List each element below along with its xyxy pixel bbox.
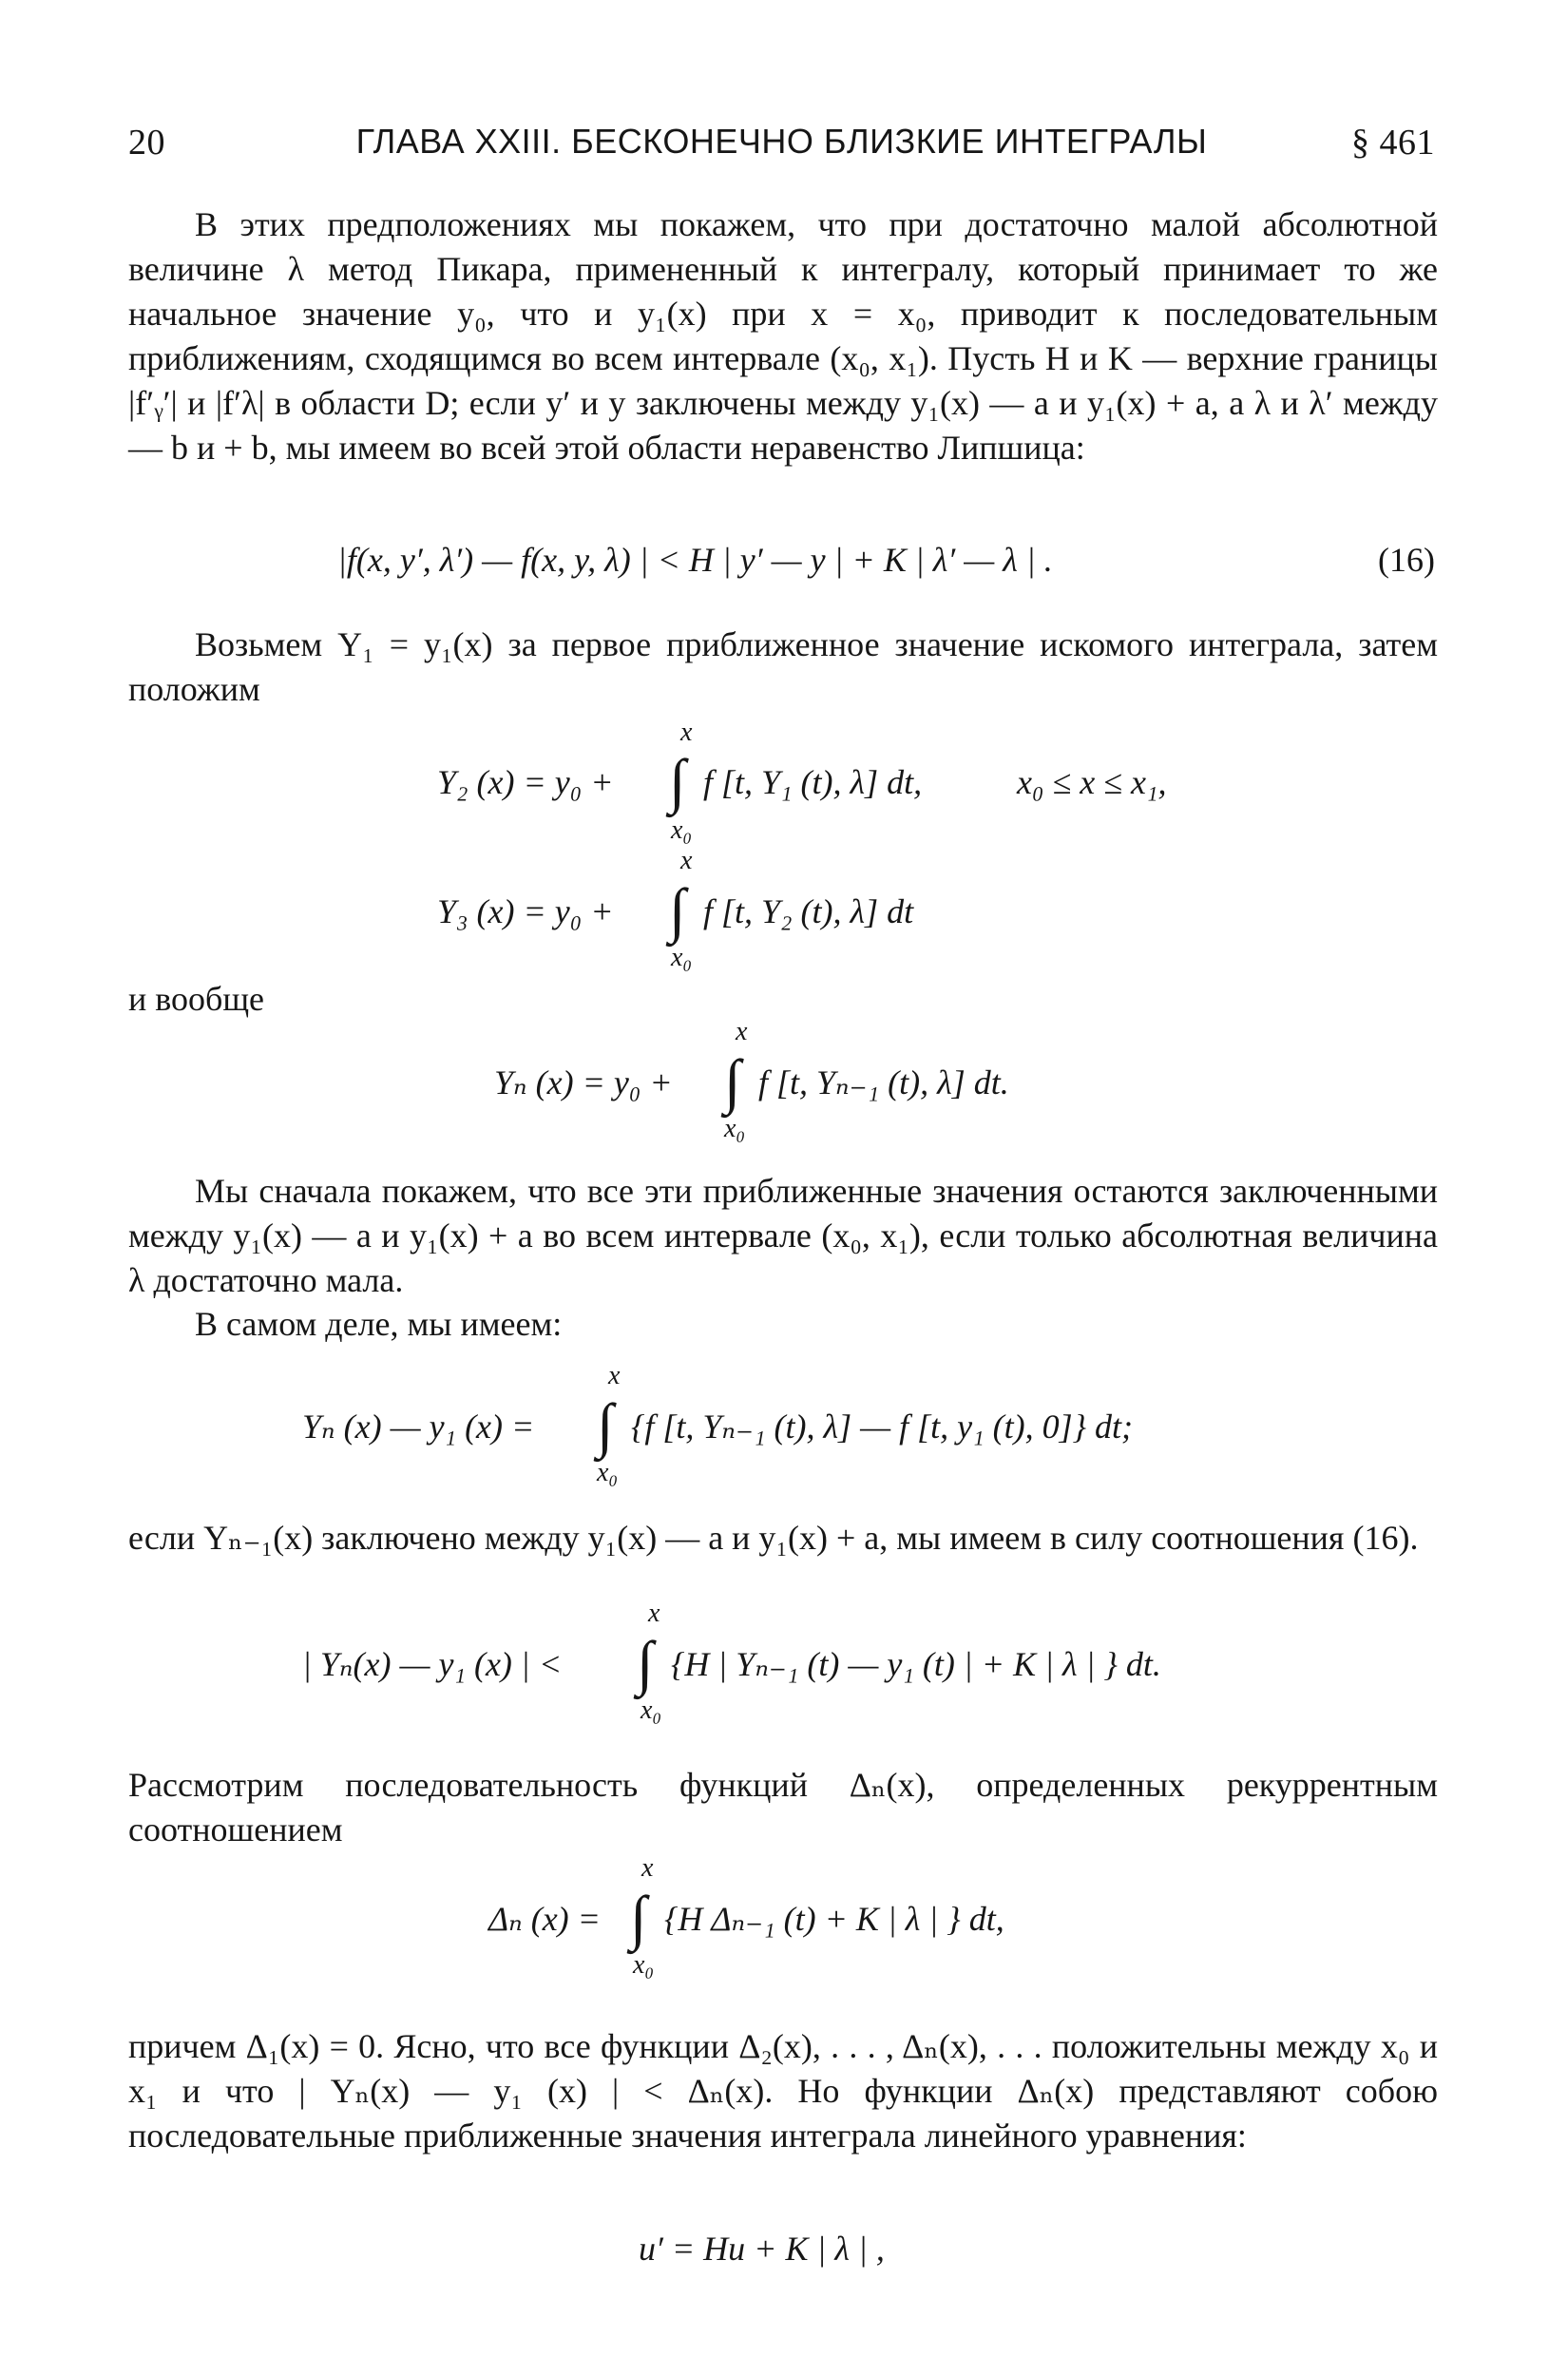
ineq-upper-limit: x — [648, 1599, 660, 1628]
delta-equation-left: Δₙ (x) = — [488, 1900, 601, 1938]
y2-integral-sign: ∫ — [669, 747, 686, 814]
page-number: 20 — [128, 123, 165, 163]
diff-integral-sign: ∫ — [597, 1391, 614, 1459]
ineq-lower-limit: x₀ — [641, 1695, 662, 1725]
yn-integral-sign: ∫ — [724, 1047, 741, 1115]
diff-equation-right: {f [t, Yₙ₋₁ (t), λ] — f [t, y₁ (t), 0]} dt; — [631, 1408, 1134, 1446]
y3-lower-limit: x₀ — [671, 943, 693, 972]
y3-equation-right: f [t, Y₂ (t), λ] dt — [703, 892, 914, 930]
y3-equation-left: Y₃ (x) = y₀ + — [437, 892, 614, 930]
delta-integral-sign: ∫ — [630, 1884, 647, 1951]
diff-equation-left: Yₙ (x) — y₁ (x) = — [302, 1408, 535, 1446]
paragraph-6: если Yₙ₋₁(x) заключено между y₁(x) — a и y₁(x) + a, мы имеем в силу соотношения (16). — [128, 1519, 1419, 1557]
equation-number-16: (16) — [1378, 541, 1435, 579]
linear-equation: u′ = Hu + K | λ | , — [639, 2230, 885, 2268]
yn-equation-left: Yₙ (x) = y₀ + — [494, 1063, 673, 1101]
section-number: § 461 — [1351, 123, 1435, 163]
paragraph-2: Возьмем Y₁ = y₁(x) за первое приближенное значение искомого интеграла, затем положим — [128, 625, 1438, 708]
y2-equation-left: Y₂ (x) = y₀ + — [437, 763, 614, 801]
y3-upper-limit: x — [680, 846, 693, 875]
y2-upper-limit: x — [680, 718, 693, 747]
y2-condition: x₀ ≤ x ≤ x₁, — [1017, 763, 1167, 801]
equation-16: |f(x, y′, λ′) — f(x, y, λ) | < H | y′ — y | + K | λ′ — λ | . — [337, 541, 1053, 579]
yn-lower-limit: x₀ — [724, 1114, 746, 1143]
y2-equation-right: f [t, Y₁ (t), λ] dt, — [703, 763, 923, 801]
ineq-equation-left: | Yₙ(x) — y₁ (x) | < — [302, 1645, 563, 1683]
paragraph-8: причем Δ₁(x) = 0. Ясно, что все функции Δ₂(x), . . . , Δₙ(x), . . . положительны между x₀ и x₁ и что | Yₙ(x) — y₁ (x) | < Δₙ(x). Но функции Δₙ(x) представляют собою последовательные приближенные значения интеграла линейного уравнения: — [128, 2027, 1438, 2155]
paragraph-7: Рассмотрим последовательность функций Δₙ(x), определенных рекуррентным соотношением — [128, 1766, 1438, 1848]
y3-integral-sign: ∫ — [669, 876, 686, 944]
page-header — [128, 122, 1435, 169]
paragraph-1: В этих предположениях мы покажем, что при достаточно малой абсолютной величине λ метод Пикара, примененный к интегралу, который принимает то же начальное значение y₀, что и y₁(x) при x = x₀, приводит к последовательным приближениям, сходящимся во всем интервале (x₀, x₁). Пусть H и K — верхние границы |f′ᵧ′| и |f′λ| в области D; если y′ и y заключены между y₁(x) — a и y₁(x) + a, а λ и λ′ между — b и + b, мы имеем во всей этой области неравенство Липшица: — [128, 205, 1438, 467]
diff-lower-limit: x₀ — [597, 1458, 619, 1487]
delta-equation-right: {H Δₙ₋₁ (t) + K | λ | } dt, — [664, 1900, 1004, 1938]
delta-lower-limit: x₀ — [633, 1950, 655, 1980]
chapter-title: ГЛАВА XXIII. БЕСКОНЕЧНО БЛИЗКИЕ ИНТЕГРАЛЫ — [355, 122, 1208, 161]
ineq-equation-right: {H | Yₙ₋₁ (t) — y₁ (t) | + K | λ | } dt. — [671, 1645, 1161, 1683]
diff-upper-limit: x — [608, 1361, 621, 1390]
y2-lower-limit: x₀ — [671, 815, 693, 845]
paragraph-5: В самом деле, мы имеем: — [195, 1305, 563, 1343]
paragraph-4: Мы сначала покажем, что все эти приближенные значения остаются заключенными между y₁(x) — a и y₁(x) + a во всем интервале (x₀, x₁), если только абсолютная величина λ достаточно мала. — [128, 1172, 1438, 1299]
delta-upper-limit: x — [641, 1853, 654, 1883]
yn-equation-right: f [t, Yₙ₋₁ (t), λ] dt. — [758, 1063, 1009, 1101]
ineq-integral-sign: ∫ — [637, 1629, 654, 1696]
yn-upper-limit: x — [736, 1017, 748, 1046]
paragraph-3: и вообще — [128, 980, 265, 1018]
